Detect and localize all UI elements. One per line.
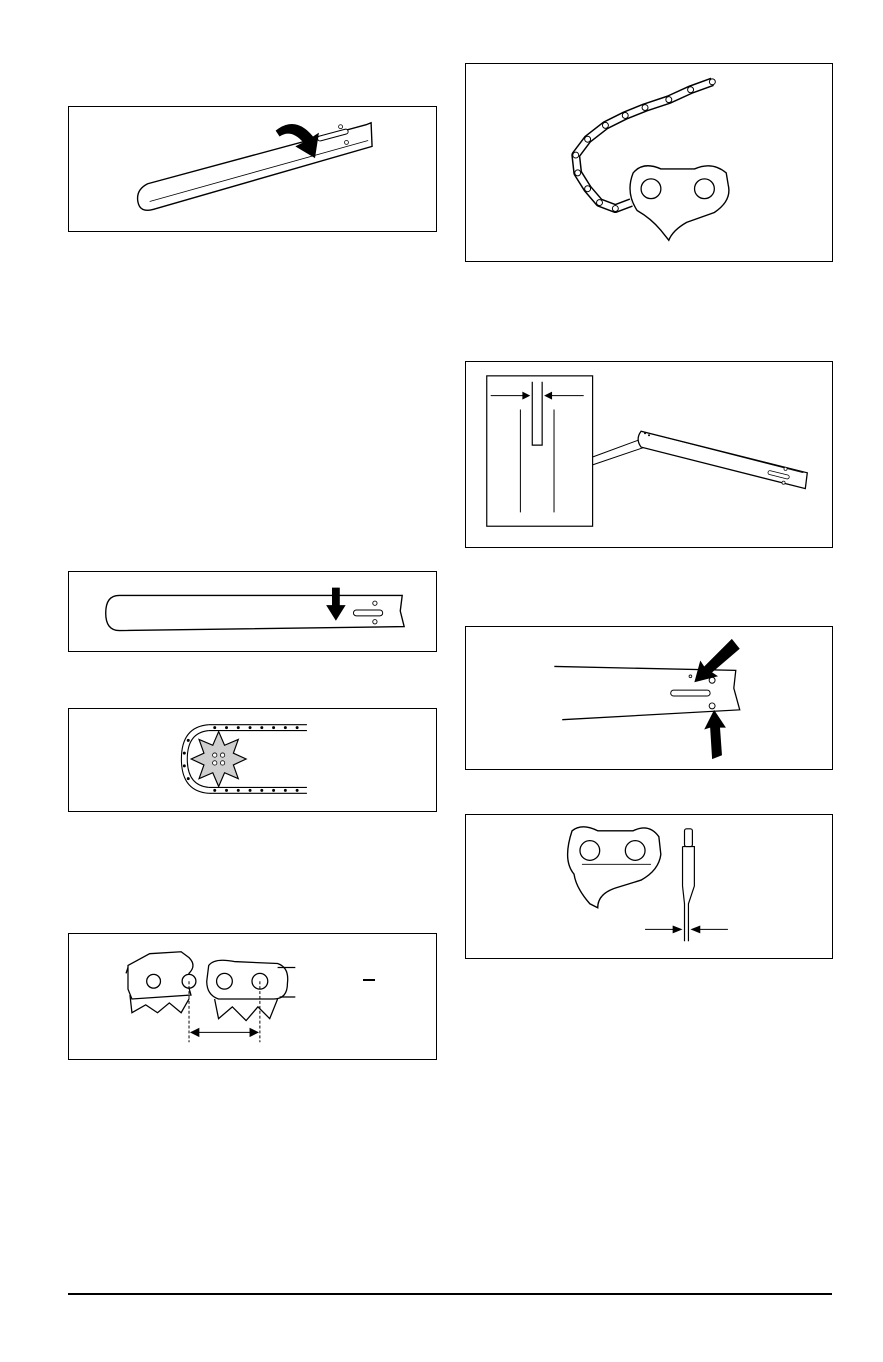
guide-bar-flip-illustration xyxy=(69,107,436,231)
figure-sprocket-chain xyxy=(68,708,437,812)
figure-chain-drivelink xyxy=(465,63,833,262)
guide-bar-icon xyxy=(638,431,807,488)
guide-bar-arrow-illustration xyxy=(69,572,436,651)
sprocket-chain-illustration xyxy=(69,709,436,811)
figure-groove-width xyxy=(465,361,833,548)
figure-chain-pitch xyxy=(68,933,437,1060)
figure-bar-arrow xyxy=(68,571,437,652)
chain-drivelink-illustration xyxy=(466,64,832,261)
lube-holes-illustration xyxy=(466,627,832,769)
chain-links-icon xyxy=(126,952,295,1021)
sprocket-icon xyxy=(191,732,246,787)
figure-bar-flip xyxy=(68,106,437,232)
drivelink-gauge-illustration xyxy=(466,815,832,958)
figure-lube-holes xyxy=(465,626,833,770)
arrow-icon xyxy=(694,639,739,682)
minus-sign xyxy=(363,979,375,981)
arrow-icon xyxy=(704,710,726,759)
figure-drivelink-gauge xyxy=(465,814,833,959)
drive-link-icon xyxy=(568,827,661,908)
footer-rule xyxy=(68,1293,832,1295)
chain-pitch-illustration xyxy=(69,934,436,1059)
groove-section-icon xyxy=(487,376,593,526)
groove-width-illustration xyxy=(466,362,832,547)
drive-link-icon xyxy=(630,166,729,240)
